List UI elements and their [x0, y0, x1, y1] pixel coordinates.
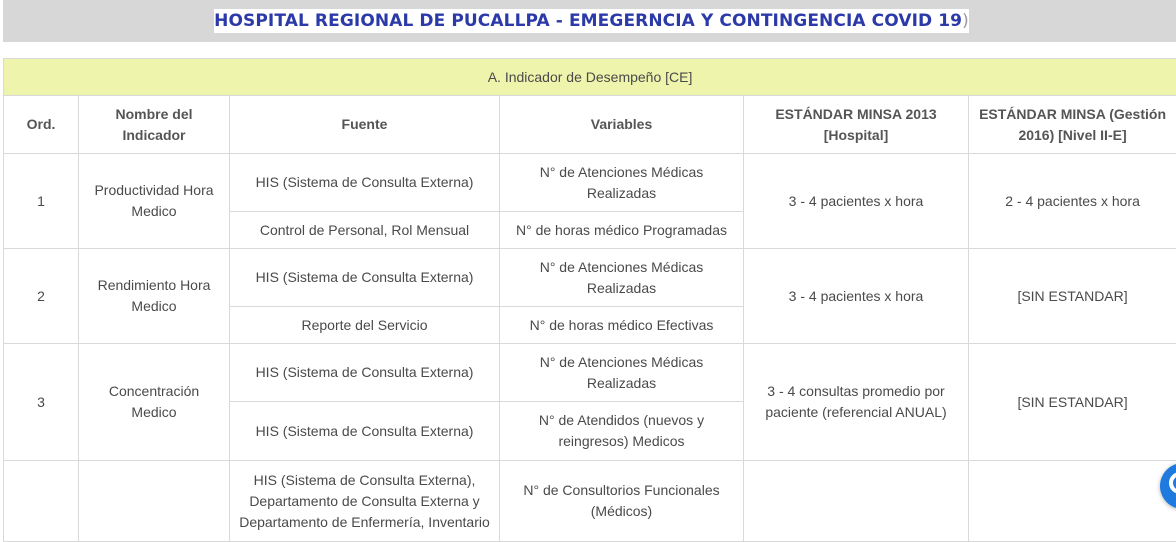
cell-fuente: HIS (Sistema de Consulta Externa) — [230, 402, 500, 461]
cell-ord: 3 — [4, 344, 79, 461]
table-row — [4, 154, 1176, 212]
page-title — [214, 9, 969, 33]
cell-variable: N° de Atenciones Médicas Realizadas — [500, 154, 744, 212]
cell-fuente: HIS (Sistema de Consulta Externa), Departamento de Consulta Externa y Departamento de Enfermería, Inventario — [230, 461, 500, 542]
cell-fuente: Reporte del Servicio — [230, 307, 500, 344]
col-header-estandar-2016: ESTÁNDAR MINSA (Gestión 2016) [Nivel II-E] — [969, 96, 1176, 154]
cell-ord: 1 — [4, 154, 79, 249]
page-title-main: HOSPITAL REGIONAL DE PUCALLPA - EMEGERNCIA Y CONTINGENCIA COVID 19 — [214, 11, 962, 31]
page — [3, 0, 1176, 541]
cell-nombre — [79, 461, 230, 542]
cell-variable: N° de Atenciones Médicas Realizadas — [500, 344, 744, 402]
cell-estandar-2016: [SIN ESTANDAR] — [969, 249, 1176, 344]
col-header-estandar-2013: ESTÁNDAR MINSA 2013 [Hospital] — [744, 96, 969, 154]
cell-nombre: Concentración Medico — [79, 344, 230, 461]
section-row — [4, 59, 1176, 96]
col-header-ord: Ord. — [4, 96, 79, 154]
cell-nombre: Productividad Hora Medico — [79, 154, 230, 249]
cell-nombre: Rendimiento Hora Medico — [79, 249, 230, 344]
cell-fuente: HIS (Sistema de Consulta Externa) — [230, 249, 500, 307]
cell-variable: N° de Atendidos (nuevos y reingresos) Medicos — [500, 402, 744, 461]
page-title-tail: ) — [962, 11, 969, 31]
col-header-nombre: Nombre del Indicador — [79, 96, 230, 154]
table-row — [4, 344, 1176, 402]
cell-variable: N° de Consultorios Funcionales (Médicos) — [500, 461, 744, 542]
cell-variable: N° de horas médico Programadas — [500, 212, 744, 249]
cell-ord: 2 — [4, 249, 79, 344]
header-row — [4, 96, 1176, 154]
cell-estandar-2013: 3 - 4 consultas promedio por paciente (referencial ANUAL) — [744, 344, 969, 461]
cell-estandar-2013: 3 - 4 pacientes x hora — [744, 249, 969, 344]
cell-estandar-2016 — [969, 461, 1176, 542]
col-header-fuente: Fuente — [230, 96, 500, 154]
cell-estandar-2013 — [744, 461, 969, 542]
cell-fuente: HIS (Sistema de Consulta Externa) — [230, 344, 500, 402]
cell-estandar-2013: 3 - 4 pacientes x hora — [744, 154, 969, 249]
cell-fuente: HIS (Sistema de Consulta Externa) — [230, 154, 500, 212]
table-row — [4, 249, 1176, 307]
cell-estandar-2016: 2 - 4 pacientes x hora — [969, 154, 1176, 249]
cell-fuente: Control de Personal, Rol Mensual — [230, 212, 500, 249]
chat-icon — [1169, 472, 1176, 494]
col-header-variables: Variables — [500, 96, 744, 154]
cell-variable: N° de horas médico Efectivas — [500, 307, 744, 344]
indicator-table — [3, 58, 1176, 542]
title-bar — [3, 0, 1176, 42]
table-row — [4, 461, 1176, 542]
section-title: A. Indicador de Desempeño [CE] — [4, 59, 1176, 96]
cell-estandar-2016: [SIN ESTANDAR] — [969, 344, 1176, 461]
spacer — [3, 42, 1176, 58]
cell-ord — [4, 461, 79, 542]
cell-variable: N° de Atenciones Médicas Realizadas — [500, 249, 744, 307]
